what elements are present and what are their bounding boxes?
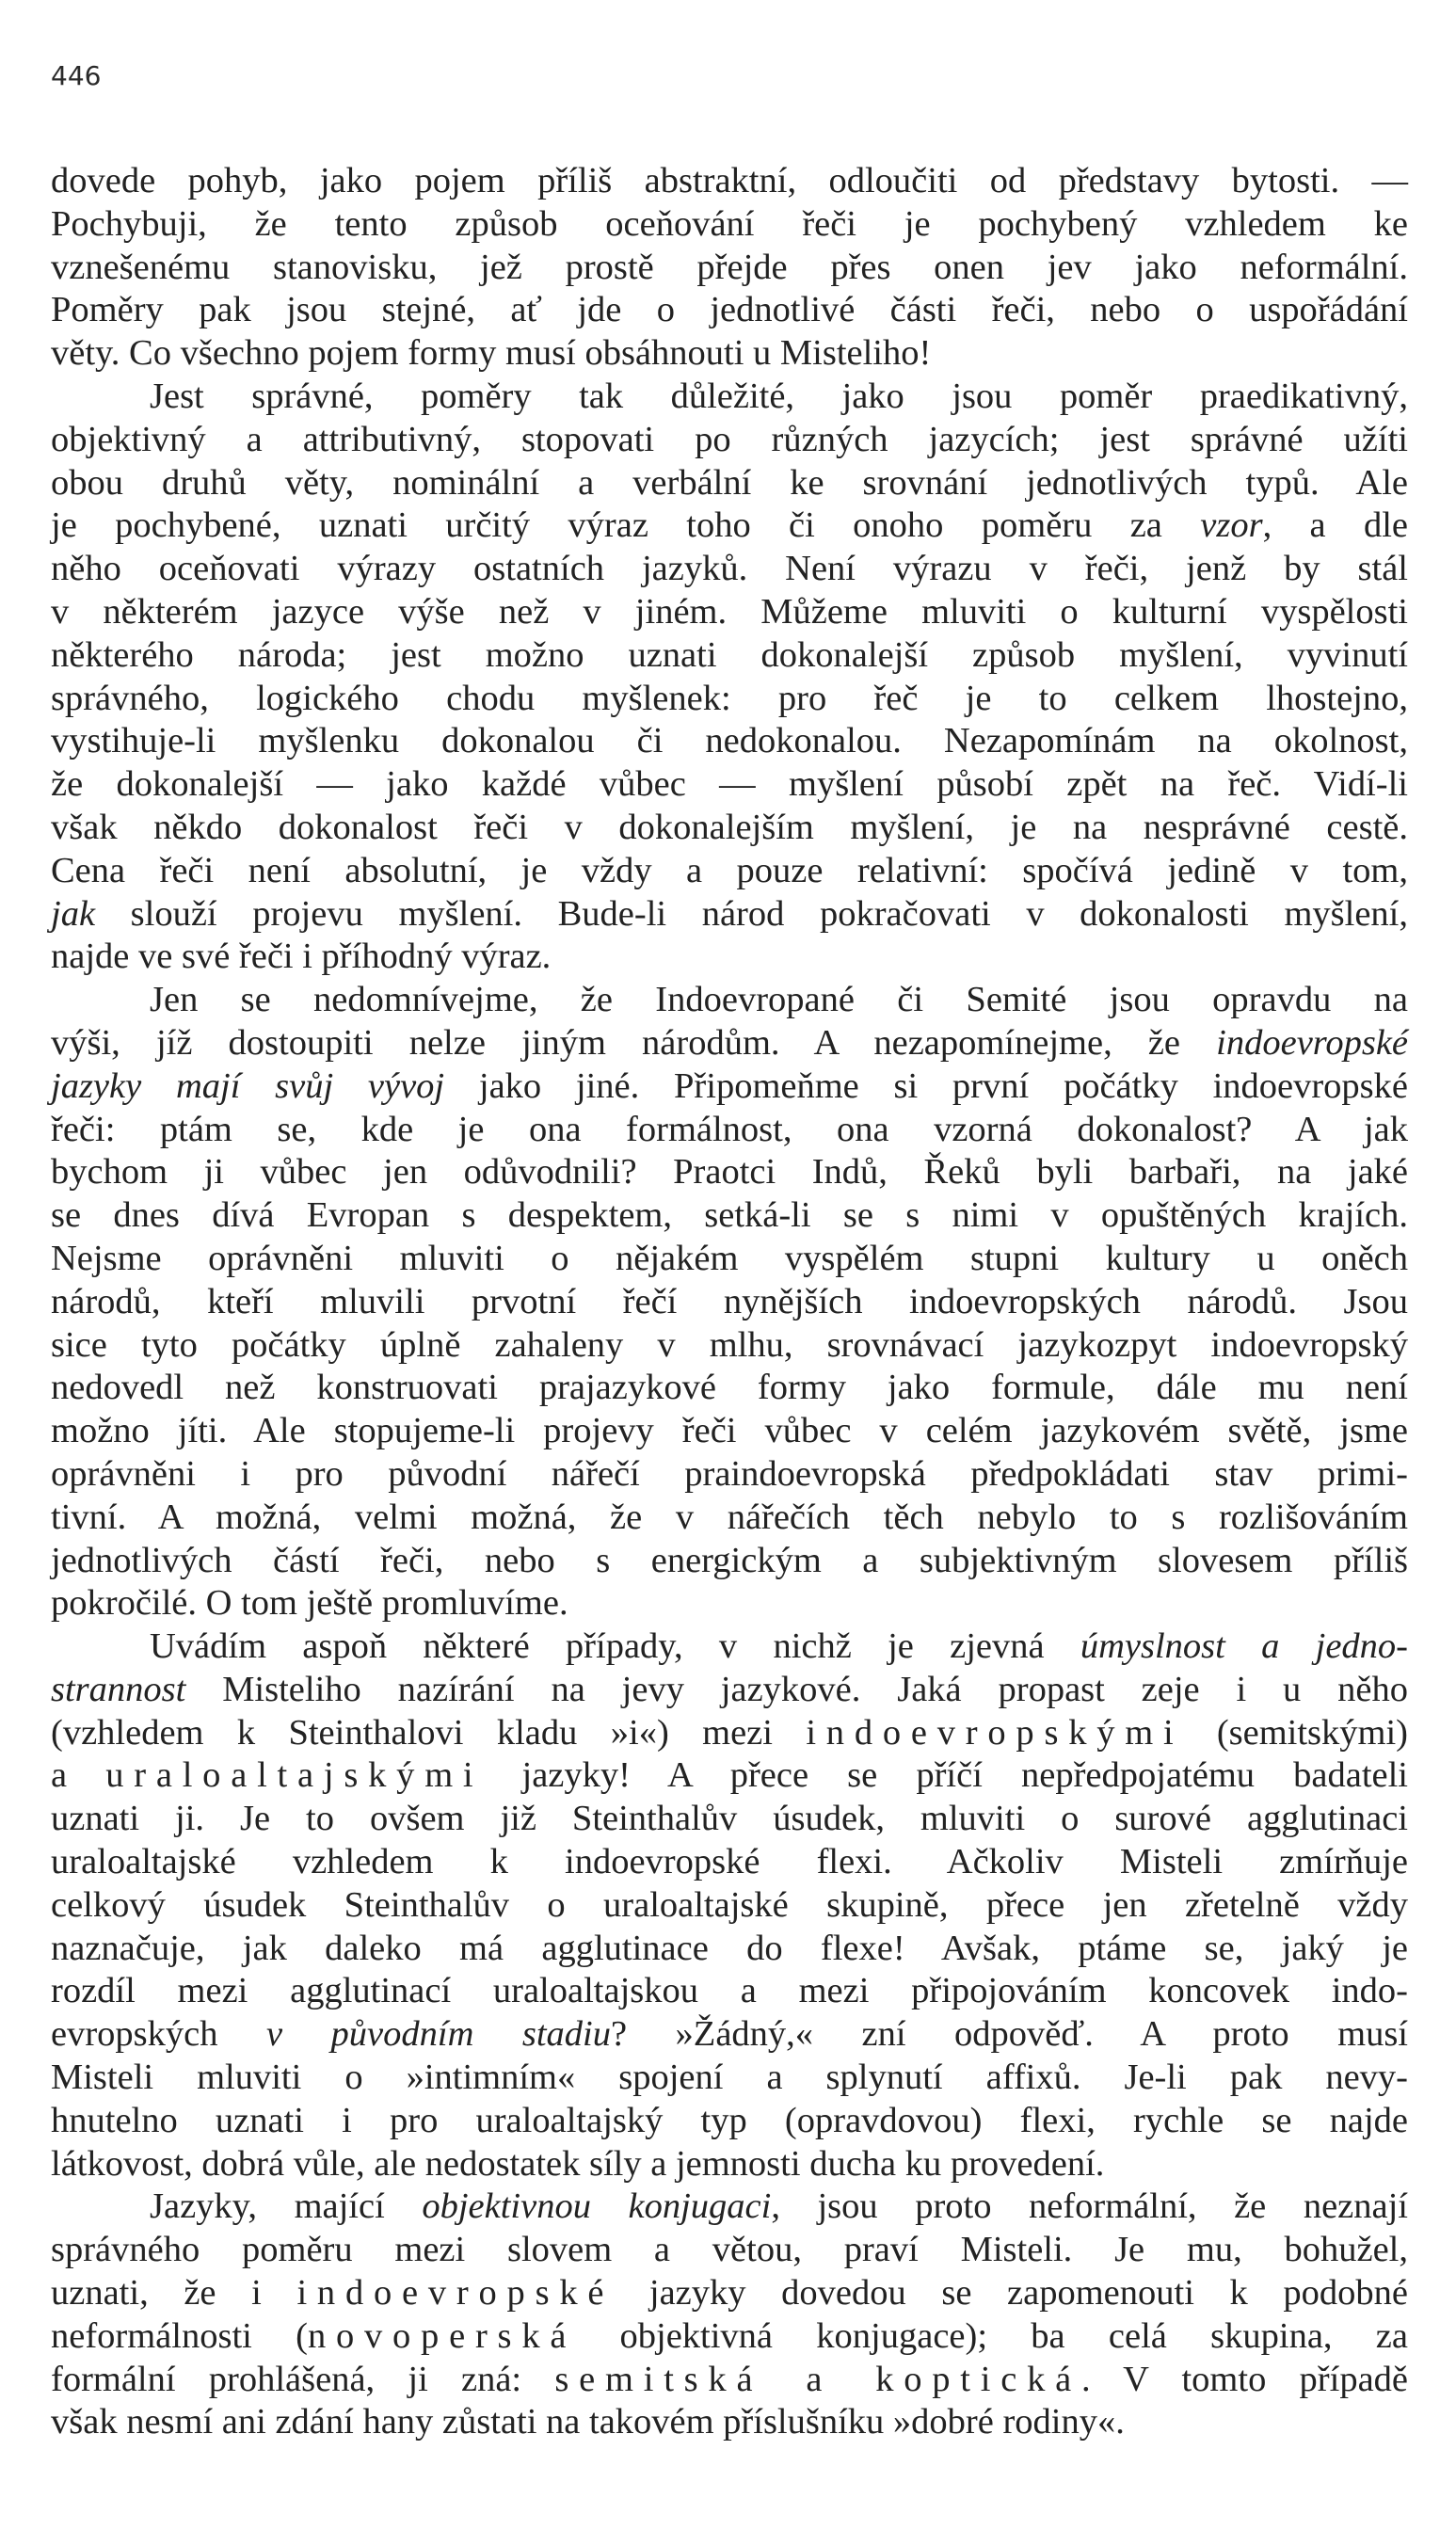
text-line bbox=[51, 419, 1408, 462]
text-segment: je pochybené, uznati určitý výraz toho či onoho poměru za bbox=[51, 505, 1201, 546]
text-segment: Uvádím aspoň některé případy, v nichž je zjevná bbox=[150, 1626, 1080, 1667]
text-line bbox=[51, 1540, 1408, 1583]
text-segment: vystihuje-li myšlenku dokonalou či nedokonalou. Nezapomínám na okolnost, bbox=[51, 721, 1408, 761]
text-line bbox=[51, 850, 1408, 893]
text-line bbox=[51, 720, 1408, 763]
text-segment: řeči: ptám se, kde je ona formálnost, ona vzorná dokonalost? A jak bbox=[51, 1109, 1408, 1149]
text-line bbox=[51, 634, 1408, 678]
text-line bbox=[51, 2100, 1408, 2143]
text-segment: Jen se nedomnívejme, že Indoevropané či Semité jsou opravdu na bbox=[150, 980, 1408, 1020]
text-segment: věty. Co všechno pojem formy musí obsáhnouti u Misteliho! bbox=[51, 333, 932, 374]
text-line bbox=[51, 2186, 1408, 2229]
text-segment: látkovost, dobrá vůle, ale nedostatek síly a jemnosti ducha ku provedení. bbox=[51, 2143, 1105, 2184]
text-segment: jazyky! A přece se příčí nepředpojatému badateli bbox=[483, 1755, 1408, 1796]
text-segment: možno jíti. Ale stopujeme-li projevy řeči vůbec v celém jazykovém světě, jsme bbox=[51, 1411, 1408, 1451]
page-number: 446 bbox=[51, 60, 102, 91]
text-segment: výši, jíž dostoupiti nelze jiným národům. A nezapomínejme, že bbox=[51, 1022, 1217, 1063]
text-line bbox=[51, 289, 1408, 332]
spaced-text: indoevropské bbox=[296, 2273, 615, 2314]
text-line bbox=[51, 332, 1408, 376]
text-segment: oprávněni i pro původní nářečí praindoevropská předpokládati stav primi- bbox=[51, 1453, 1408, 1494]
text-line bbox=[51, 1754, 1408, 1798]
text-line bbox=[51, 1065, 1408, 1109]
text-line bbox=[51, 763, 1408, 807]
text-line bbox=[51, 1669, 1408, 1712]
text-line bbox=[51, 462, 1408, 505]
text-line bbox=[51, 247, 1408, 290]
text-line bbox=[51, 1928, 1408, 1971]
text-line bbox=[51, 2315, 1408, 2359]
text-line bbox=[51, 1798, 1408, 1841]
text-line bbox=[51, 2013, 1408, 2057]
text-line bbox=[51, 2143, 1408, 2186]
italic-text: úmyslnost a jedno- bbox=[1080, 1626, 1408, 1667]
text-line bbox=[51, 1324, 1408, 1368]
text-line bbox=[51, 504, 1408, 548]
text-line bbox=[51, 893, 1408, 937]
paragraph bbox=[51, 376, 1408, 979]
text-segment: hnutelno uznati i pro uraloaltajský typ (opravdovou) flexi, rychle se najde bbox=[51, 2100, 1408, 2140]
text-segment: , jsou proto neformální, že neznají bbox=[771, 2186, 1408, 2227]
text-segment: Poměry pak jsou stejné, ať jde o jednotlivé části řeči, nebo o uspořádání bbox=[51, 290, 1408, 330]
text-segment: národů, kteří mluvili prvotní řečí nynějších indoevropských národů. Jsou bbox=[51, 1281, 1408, 1321]
text-segment: objektivný a attributivný, stopovati po různých jazycích; jest správné užíti bbox=[51, 419, 1408, 459]
spaced-text: novoperská bbox=[307, 2315, 577, 2356]
text-segment: tivní. A možná, velmi možná, že v nářečích těch nebylo to s rozlišováním bbox=[51, 1497, 1408, 1537]
text-segment: ? »Žádný,« zní odpověď. A proto musí bbox=[610, 2014, 1409, 2055]
text-segment: však někdo dokonalost řeči v dokonalejším myšlení, je na nesprávné cestě. bbox=[51, 807, 1408, 847]
text-line bbox=[51, 1712, 1408, 1755]
text-segment: uznati, že i bbox=[51, 2273, 297, 2314]
italic-text: strannost bbox=[51, 1669, 186, 1709]
text-segment: Misteliho nazírání na jevy jazykové. Jaká propast zeje i u něho bbox=[185, 1669, 1408, 1709]
italic-text: indoevropské bbox=[1216, 1022, 1408, 1063]
text-line bbox=[51, 160, 1408, 203]
text-line bbox=[51, 1194, 1408, 1238]
text-line bbox=[51, 1582, 1408, 1625]
text-segment: . V tomto případě bbox=[1081, 2359, 1408, 2399]
text-segment: Jest správné, poměry tak důležité, jako jsou poměr praedikativný, bbox=[150, 376, 1408, 416]
text-line bbox=[51, 1151, 1408, 1194]
text-line bbox=[51, 1109, 1408, 1152]
text-segment: že dokonalejší — jako každé vůbec — myšlení působí zpět na řeč. Vidí-li bbox=[51, 764, 1408, 805]
text-segment: a bbox=[51, 1755, 106, 1796]
italic-text: v původním stadiu bbox=[265, 2014, 611, 2055]
text-segment: , a dle bbox=[1262, 505, 1408, 546]
text-segment: slouží projevu myšlení. Bude-li národ pokračovati v dokonalosti myšlení, bbox=[95, 893, 1408, 934]
text-line bbox=[51, 979, 1408, 1022]
text-segment: Nejsme oprávněni mluviti o nějakém vyspělém stupni kultury u oněch bbox=[51, 1238, 1408, 1278]
text-segment: Misteli mluviti o »intimním« spojení a splynutí affixů. Je-li pak nevy- bbox=[51, 2058, 1408, 2098]
paragraph bbox=[51, 979, 1408, 1625]
text-line bbox=[51, 2057, 1408, 2100]
text-line bbox=[51, 1022, 1408, 1065]
text-segment: jednotlivých částí řeči, nebo s energickým a subjektivným slovesem příliš bbox=[51, 1540, 1408, 1580]
text-segment: naznačuje, jak daleko má agglutinace do flexe! Avšak, ptáme se, jaký je bbox=[51, 1928, 1408, 1968]
text-segment: některého národa; jest možno uznati dokonalejší způsob myšlení, vyvinutí bbox=[51, 634, 1408, 675]
text-segment: formální prohlášená, ji zná: bbox=[51, 2359, 555, 2399]
text-line bbox=[51, 2401, 1408, 2444]
text-line bbox=[51, 1367, 1408, 1410]
text-segment: nedovedl než konstruovati prajazykové formy jako formule, dále mu není bbox=[51, 1368, 1408, 1408]
text-line bbox=[51, 1625, 1408, 1669]
spaced-text: uraloaltajskými bbox=[105, 1755, 484, 1796]
text-segment: správného poměru mezi slovem a větou, praví Misteli. Je mu, bohužel, bbox=[51, 2230, 1408, 2270]
text-segment: neformálnosti ( bbox=[51, 2315, 308, 2356]
italic-text: objektivnou konjugaci bbox=[422, 2186, 772, 2227]
italic-text: vzor bbox=[1200, 505, 1263, 546]
text-segment: najde ve své řeči i příhodný výraz. bbox=[51, 937, 552, 977]
text-line bbox=[51, 2229, 1408, 2272]
text-segment: sice tyto počátky úplně zahaleny v mlhu, srovnávací jazykozpyt indoevropský bbox=[51, 1324, 1408, 1365]
text-line bbox=[51, 1497, 1408, 1540]
text-segment: uraloaltajské vzhledem k indoevropské flexi. Ačkoliv Misteli zmírňuje bbox=[51, 1842, 1408, 1882]
text-line bbox=[51, 1970, 1408, 2013]
text-segment: objektivná konjugace); ba celá skupina, za bbox=[576, 2315, 1408, 2356]
text-segment: Pochybuji, že tento způsob oceňování řeči je pochybený vzhledem ke bbox=[51, 203, 1408, 244]
text-segment: v některém jazyce výše než v jiném. Můžeme mluviti o kulturní vyspělosti bbox=[51, 591, 1408, 632]
text-segment: se dnes dívá Evropan s despektem, setká-li se s nimi v opuštěných krajích. bbox=[51, 1195, 1408, 1236]
text-segment: celkový úsudek Steinthalův o uraloaltajské skupině, přece jen zřetelně vždy bbox=[51, 1884, 1408, 1925]
text-segment: obou druhů věty, nominální a verbální ke srovnání jednotlivých typů. Ale bbox=[51, 462, 1408, 503]
text-segment: jazyky dovedou se zapomenouti k podobné bbox=[614, 2273, 1408, 2314]
text-line bbox=[51, 1841, 1408, 1884]
text-segment: uznati ji. Je to ovšem již Steinthalův úsudek, mluviti o surové agglutinaci bbox=[51, 1799, 1408, 1839]
text-segment: jako jiné. Připomeňme si první počátky indoevropské bbox=[444, 1065, 1408, 1106]
text-segment: však nesmí ani zdání hany zůstati na takovém příslušníku »dobré rodiny«. bbox=[51, 2402, 1125, 2442]
text-line bbox=[51, 678, 1408, 721]
text-line bbox=[51, 807, 1408, 850]
text-segment: vznešenému stanovisku, jež prostě přejde přes onen jev jako neformální. bbox=[51, 247, 1408, 287]
text-segment: (semitskými) bbox=[1183, 1712, 1409, 1753]
text-line bbox=[51, 591, 1408, 634]
text-segment: dovede pohyb, jako pojem příliš abstraktní, odloučiti od představy bytosti. — bbox=[51, 161, 1408, 200]
paragraph bbox=[51, 1625, 1408, 2186]
text-segment: něho oceňovati výrazy ostatních jazyků. Není výrazu v řeči, jenž by stál bbox=[51, 549, 1408, 589]
spaced-text: semitská a koptická bbox=[554, 2359, 1082, 2399]
italic-text: jak bbox=[51, 893, 96, 934]
text-segment: evropských bbox=[51, 2014, 266, 2055]
text-line bbox=[51, 1281, 1408, 1324]
spaced-text: indoevropskými bbox=[806, 1712, 1184, 1753]
text-segment: rozdíl mezi agglutinací uraloaltajskou a mezi připojováním koncovek indo- bbox=[51, 1971, 1408, 2011]
text-line bbox=[51, 1410, 1408, 1453]
text-segment: Jazyky, mající bbox=[150, 2186, 423, 2227]
text-line bbox=[51, 376, 1408, 419]
text-line bbox=[51, 2272, 1408, 2315]
text-segment: správného, logického chodu myšlenek: pro řeč je to celkem lhostejno, bbox=[51, 678, 1408, 718]
text-line bbox=[51, 936, 1408, 979]
text-line bbox=[51, 1884, 1408, 1928]
body-text bbox=[51, 160, 1408, 2444]
text-line bbox=[51, 1238, 1408, 1281]
text-segment: (vzhledem k Steinthalovi kladu »i«) mezi bbox=[51, 1712, 807, 1753]
text-segment: bychom ji vůbec jen odůvodnili? Praotci Indů, Řeků byli barbaři, na jaké bbox=[51, 1152, 1408, 1193]
text-line bbox=[51, 203, 1408, 247]
text-segment: pokročilé. O tom ještě promluvíme. bbox=[51, 1583, 568, 1624]
italic-text: jazyky mají svůj vývoj bbox=[51, 1065, 445, 1106]
text-line bbox=[51, 2359, 1408, 2402]
text-line bbox=[51, 548, 1408, 591]
text-line bbox=[51, 1453, 1408, 1497]
paragraph bbox=[51, 160, 1408, 376]
paragraph bbox=[51, 2186, 1408, 2444]
text-segment: Cena řeči není absolutní, je vždy a pouze relativní: spočívá jedině v tom, bbox=[51, 850, 1408, 890]
